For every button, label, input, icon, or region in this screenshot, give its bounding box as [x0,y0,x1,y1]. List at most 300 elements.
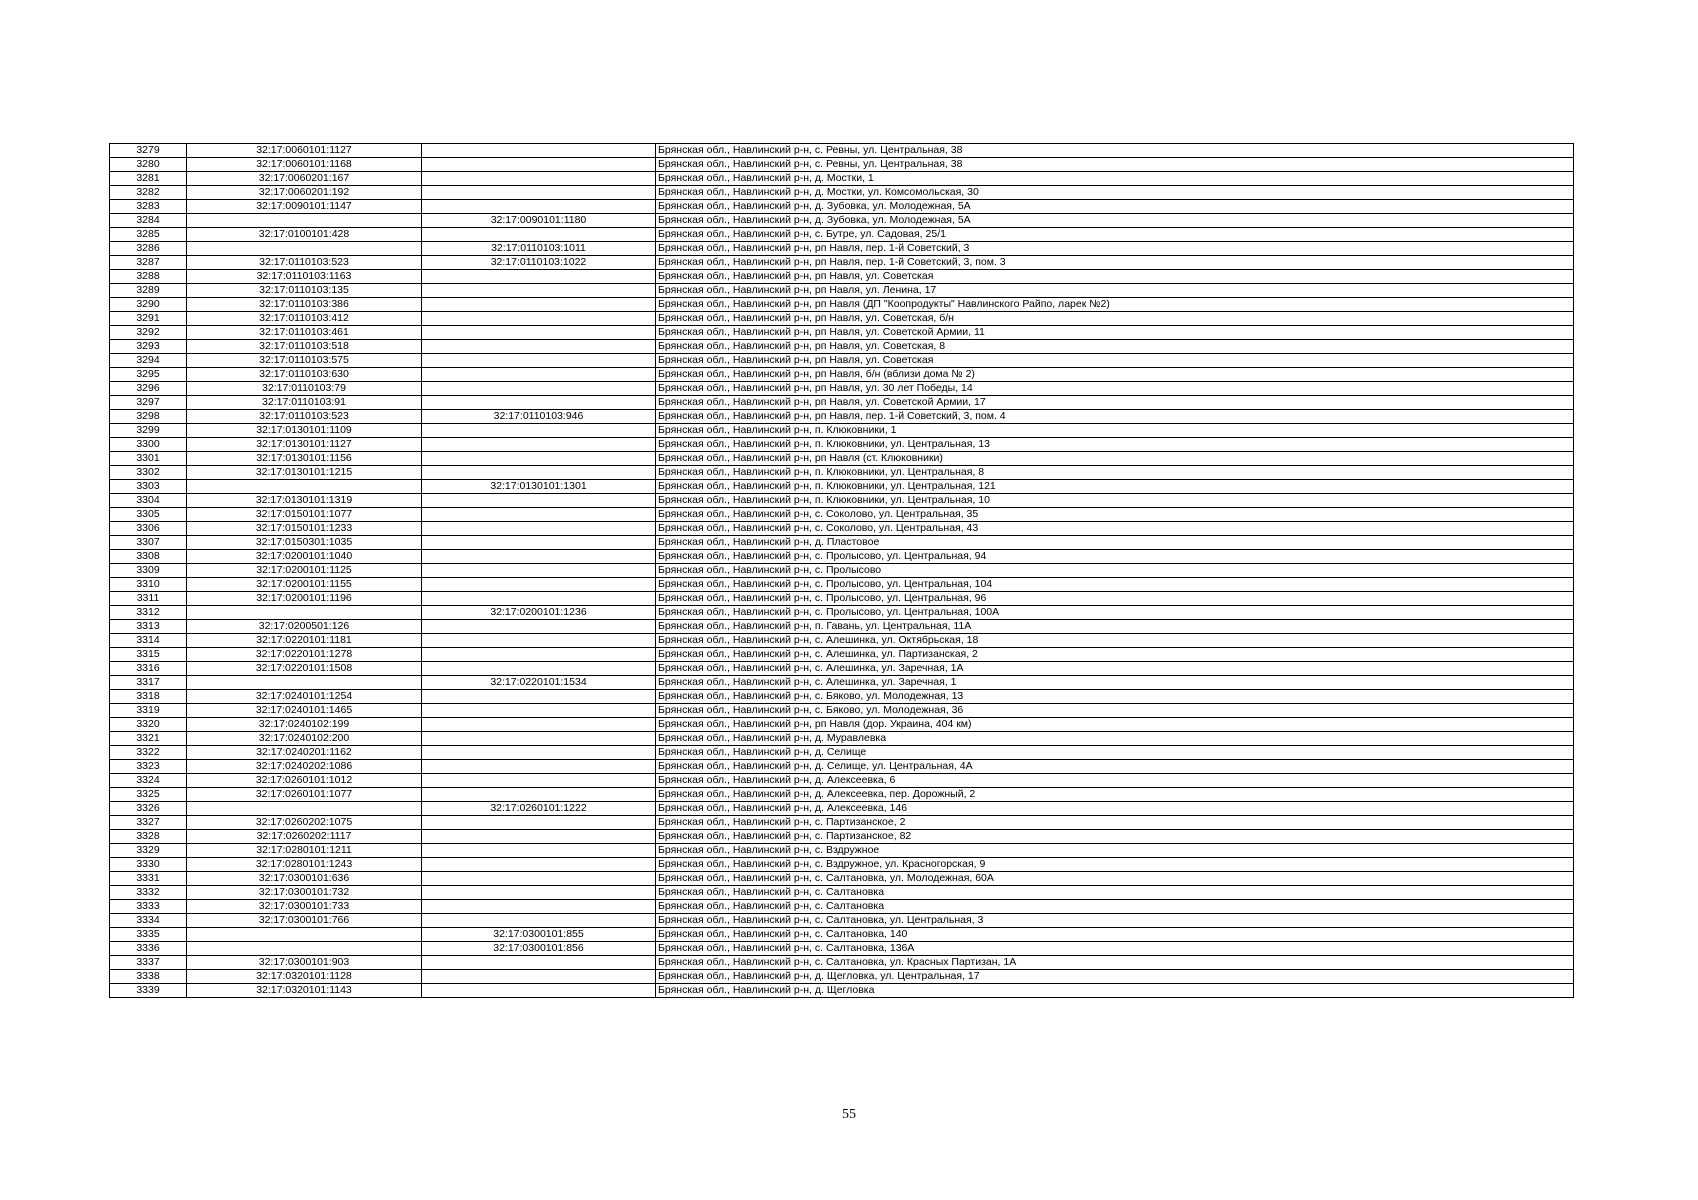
address-cell: Брянская обл., Навлинский р-н, рп Навля, ул. Советская, б/н [656,312,1574,326]
table-row [110,172,1574,186]
related-cadastral-number-cell: 32:17:0110103:946 [422,410,656,424]
row-number-cell: 3309 [110,564,187,578]
row-number-cell: 3319 [110,704,187,718]
cadastral-number-cell [187,676,422,690]
address-cell: Брянская обл., Навлинский р-н, д. Муравлевка [656,732,1574,746]
cadastral-number-cell: 32:17:0110103:575 [187,354,422,368]
address-cell: Брянская обл., Навлинский р-н, с. Ревны, ул. Центральная, 38 [656,158,1574,172]
table-row [110,788,1574,802]
address-cell: Брянская обл., Навлинский р-н, рп Навля, ул. Советская [656,270,1574,284]
related-cadastral-number-cell [422,284,656,298]
cadastral-number-cell: 32:17:0130101:1109 [187,424,422,438]
related-cadastral-number-cell: 32:17:0220101:1534 [422,676,656,690]
table-row [110,606,1574,620]
cadastral-number-cell: 32:17:0110103:386 [187,298,422,312]
related-cadastral-number-cell [422,438,656,452]
cadastral-number-cell: 32:17:0300101:733 [187,900,422,914]
row-number-cell: 3288 [110,270,187,284]
address-cell: Брянская обл., Навлинский р-н, с. Пролысово, ул. Центральная, 100А [656,606,1574,620]
cadastral-number-cell [187,942,422,956]
table-row [110,564,1574,578]
table-row [110,214,1574,228]
table-row [110,382,1574,396]
cadastral-number-cell: 32:17:0130101:1319 [187,494,422,508]
cadastral-number-cell: 32:17:0060201:167 [187,172,422,186]
row-number-cell: 3298 [110,410,187,424]
cadastral-number-cell: 32:17:0110103:518 [187,340,422,354]
address-cell: Брянская обл., Навлинский р-н, д. Мостки, ул. Комсомольская, 30 [656,186,1574,200]
related-cadastral-number-cell [422,312,656,326]
address-cell: Брянская обл., Навлинский р-н, с. Соколово, ул. Центральная, 35 [656,508,1574,522]
related-cadastral-number-cell [422,354,656,368]
row-number-cell: 3335 [110,928,187,942]
cadastral-number-cell: 32:17:0060201:192 [187,186,422,200]
address-cell: Брянская обл., Навлинский р-н, д. Щегловка [656,984,1574,998]
related-cadastral-number-cell: 32:17:0130101:1301 [422,480,656,494]
cadastral-number-cell: 32:17:0200101:1125 [187,564,422,578]
table-row [110,368,1574,382]
related-cadastral-number-cell [422,228,656,242]
address-cell: Брянская обл., Навлинский р-н, с. Алешинка, ул. Заречная, 1 [656,676,1574,690]
cadastral-number-cell: 32:17:0110103:461 [187,326,422,340]
related-cadastral-number-cell: 32:17:0200101:1236 [422,606,656,620]
address-cell: Брянская обл., Навлинский р-н, рп Навля, пер. 1-й Советский, 3, пом. 4 [656,410,1574,424]
table-row [110,592,1574,606]
related-cadastral-number-cell [422,704,656,718]
table-row [110,550,1574,564]
registry-body [110,144,1574,998]
address-cell: Брянская обл., Навлинский р-н, рп Навля, б/н (вблизи дома № 2) [656,368,1574,382]
address-cell: Брянская обл., Навлинский р-н, рп Навля, ул. Советская [656,354,1574,368]
address-cell: Брянская обл., Навлинский р-н, с. Салтановка, ул. Молодежная, 60А [656,872,1574,886]
row-number-cell: 3325 [110,788,187,802]
cadastral-number-cell: 32:17:0060101:1127 [187,144,422,158]
table-row [110,158,1574,172]
address-cell: Брянская обл., Навлинский р-н, с. Бяково, ул. Молодежная, 36 [656,704,1574,718]
table-row [110,970,1574,984]
property-registry-table [109,143,1574,998]
table-row [110,942,1574,956]
row-number-cell: 3332 [110,886,187,900]
table-row [110,480,1574,494]
related-cadastral-number-cell [422,186,656,200]
cadastral-number-cell: 32:17:0130101:1127 [187,438,422,452]
related-cadastral-number-cell: 32:17:0110103:1022 [422,256,656,270]
cadastral-number-cell: 32:17:0200101:1155 [187,578,422,592]
related-cadastral-number-cell [422,508,656,522]
address-cell: Брянская обл., Навлинский р-н, с. Партизанское, 82 [656,830,1574,844]
cadastral-number-cell: 32:17:0130101:1156 [187,452,422,466]
table-row [110,984,1574,998]
related-cadastral-number-cell [422,858,656,872]
row-number-cell: 3324 [110,774,187,788]
table-row [110,354,1574,368]
address-cell: Брянская обл., Навлинский р-н, с. Салтановка, ул. Красных Партизан, 1А [656,956,1574,970]
row-number-cell: 3295 [110,368,187,382]
cadastral-number-cell: 32:17:0220101:1508 [187,662,422,676]
row-number-cell: 3286 [110,242,187,256]
row-number-cell: 3285 [110,228,187,242]
related-cadastral-number-cell [422,718,656,732]
address-cell: Брянская обл., Навлинский р-н, п. Клюковники, ул. Центральная, 121 [656,480,1574,494]
address-cell: Брянская обл., Навлинский р-н, с. Салтановка, 140 [656,928,1574,942]
row-number-cell: 3305 [110,508,187,522]
row-number-cell: 3330 [110,858,187,872]
page-number: 55 [842,1107,856,1122]
cadastral-number-cell: 32:17:0200101:1196 [187,592,422,606]
address-cell: Брянская обл., Навлинский р-н, с. Салтановка, ул. Центральная, 3 [656,914,1574,928]
table-row [110,648,1574,662]
table-row [110,186,1574,200]
cadastral-number-cell [187,802,422,816]
cadastral-number-cell: 32:17:0110103:630 [187,368,422,382]
related-cadastral-number-cell [422,662,656,676]
related-cadastral-number-cell [422,746,656,760]
row-number-cell: 3328 [110,830,187,844]
table-row [110,662,1574,676]
table-row [110,802,1574,816]
row-number-cell: 3281 [110,172,187,186]
address-cell: Брянская обл., Навлинский р-н, с. Алешинка, ул. Октябрьская, 18 [656,634,1574,648]
row-number-cell: 3331 [110,872,187,886]
table-row [110,886,1574,900]
related-cadastral-number-cell [422,158,656,172]
cadastral-number-cell: 32:17:0110103:523 [187,256,422,270]
related-cadastral-number-cell: 32:17:0300101:855 [422,928,656,942]
related-cadastral-number-cell [422,592,656,606]
table-row [110,228,1574,242]
cadastral-number-cell: 32:17:0110103:79 [187,382,422,396]
related-cadastral-number-cell [422,690,656,704]
table-row [110,284,1574,298]
related-cadastral-number-cell [422,830,656,844]
row-number-cell: 3311 [110,592,187,606]
address-cell: Брянская обл., Навлинский р-н, рп Навля, ул. Советской Армии, 11 [656,326,1574,340]
address-cell: Брянская обл., Навлинский р-н, рп Навля, пер. 1-й Советский, 3 [656,242,1574,256]
cadastral-number-cell: 32:17:0090101:1147 [187,200,422,214]
row-number-cell: 3297 [110,396,187,410]
table-row [110,396,1574,410]
cadastral-number-cell: 32:17:0260101:1077 [187,788,422,802]
cadastral-number-cell: 32:17:0100101:428 [187,228,422,242]
table-row [110,326,1574,340]
address-cell: Брянская обл., Навлинский р-н, д. Щегловка, ул. Центральная, 17 [656,970,1574,984]
table-row [110,774,1574,788]
row-number-cell: 3296 [110,382,187,396]
table-row [110,872,1574,886]
row-number-cell: 3326 [110,802,187,816]
related-cadastral-number-cell [422,172,656,186]
related-cadastral-number-cell [422,522,656,536]
row-number-cell: 3334 [110,914,187,928]
row-number-cell: 3338 [110,970,187,984]
cadastral-number-cell: 32:17:0260202:1075 [187,816,422,830]
row-number-cell: 3280 [110,158,187,172]
related-cadastral-number-cell [422,298,656,312]
cadastral-number-cell: 32:17:0300101:766 [187,914,422,928]
table-row [110,200,1574,214]
address-cell: Брянская обл., Навлинский р-н, с. Салтановка [656,900,1574,914]
related-cadastral-number-cell [422,550,656,564]
table-row [110,494,1574,508]
table-row [110,312,1574,326]
address-cell: Брянская обл., Навлинский р-н, п. Клюковники, ул. Центральная, 13 [656,438,1574,452]
related-cadastral-number-cell [422,326,656,340]
row-number-cell: 3314 [110,634,187,648]
cadastral-number-cell: 32:17:0060101:1168 [187,158,422,172]
row-number-cell: 3306 [110,522,187,536]
cadastral-number-cell: 32:17:0150301:1035 [187,536,422,550]
related-cadastral-number-cell: 32:17:0260101:1222 [422,802,656,816]
cadastral-number-cell: 32:17:0240201:1162 [187,746,422,760]
related-cadastral-number-cell [422,466,656,480]
table-row [110,760,1574,774]
address-cell: Брянская обл., Навлинский р-н, с. Пролысово, ул. Центральная, 94 [656,550,1574,564]
row-number-cell: 3322 [110,746,187,760]
related-cadastral-number-cell [422,536,656,550]
related-cadastral-number-cell [422,200,656,214]
related-cadastral-number-cell [422,788,656,802]
table-row [110,424,1574,438]
related-cadastral-number-cell [422,144,656,158]
row-number-cell: 3339 [110,984,187,998]
row-number-cell: 3304 [110,494,187,508]
cadastral-number-cell: 32:17:0280101:1211 [187,844,422,858]
related-cadastral-number-cell [422,368,656,382]
related-cadastral-number-cell [422,424,656,438]
table-row [110,270,1574,284]
address-cell: Брянская обл., Навлинский р-н, рп Навля, ул. Советская, 8 [656,340,1574,354]
address-cell: Брянская обл., Навлинский р-н, с. Салтановка, 136А [656,942,1574,956]
row-number-cell: 3316 [110,662,187,676]
row-number-cell: 3337 [110,956,187,970]
row-number-cell: 3290 [110,298,187,312]
row-number-cell: 3283 [110,200,187,214]
row-number-cell: 3299 [110,424,187,438]
cadastral-number-cell: 32:17:0240202:1086 [187,760,422,774]
cadastral-number-cell: 32:17:0240101:1465 [187,704,422,718]
row-number-cell: 3300 [110,438,187,452]
address-cell: Брянская обл., Навлинский р-н, рп Навля, ул. 30 лет Победы, 14 [656,382,1574,396]
row-number-cell: 3279 [110,144,187,158]
table-row [110,844,1574,858]
table-row [110,830,1574,844]
table-row [110,410,1574,424]
table-row [110,620,1574,634]
address-cell: Брянская обл., Навлинский р-н, п. Клюковники, 1 [656,424,1574,438]
row-number-cell: 3292 [110,326,187,340]
related-cadastral-number-cell [422,564,656,578]
cadastral-number-cell: 32:17:0300101:636 [187,872,422,886]
address-cell: Брянская обл., Навлинский р-н, п. Клюковники, ул. Центральная, 8 [656,466,1574,480]
address-cell: Брянская обл., Навлинский р-н, с. Бутре, ул. Садовая, 25/1 [656,228,1574,242]
cadastral-number-cell: 32:17:0200101:1040 [187,550,422,564]
row-number-cell: 3333 [110,900,187,914]
related-cadastral-number-cell [422,760,656,774]
row-number-cell: 3293 [110,340,187,354]
cadastral-number-cell: 32:17:0300101:732 [187,886,422,900]
cadastral-number-cell: 32:17:0220101:1278 [187,648,422,662]
address-cell: Брянская обл., Навлинский р-н, рп Навля (дор. Украина, 404 км) [656,718,1574,732]
table-row [110,256,1574,270]
related-cadastral-number-cell [422,886,656,900]
row-number-cell: 3307 [110,536,187,550]
related-cadastral-number-cell [422,816,656,830]
table-row [110,704,1574,718]
related-cadastral-number-cell [422,270,656,284]
cadastral-number-cell [187,214,422,228]
related-cadastral-number-cell: 32:17:0110103:1011 [422,242,656,256]
cadastral-number-cell: 32:17:0110103:91 [187,396,422,410]
row-number-cell: 3294 [110,354,187,368]
table-row [110,900,1574,914]
table-row [110,746,1574,760]
address-cell: Брянская обл., Навлинский р-н, с. Пролысово, ул. Центральная, 104 [656,578,1574,592]
address-cell: Брянская обл., Навлинский р-н, с. Вздружное [656,844,1574,858]
related-cadastral-number-cell [422,452,656,466]
table-row [110,578,1574,592]
related-cadastral-number-cell [422,732,656,746]
table-row [110,466,1574,480]
row-number-cell: 3291 [110,312,187,326]
related-cadastral-number-cell [422,774,656,788]
address-cell: Брянская обл., Навлинский р-н, с. Алешинка, ул. Заречная, 1А [656,662,1574,676]
table-row [110,816,1574,830]
related-cadastral-number-cell [422,634,656,648]
address-cell: Брянская обл., Навлинский р-н, с. Ревны, ул. Центральная, 38 [656,144,1574,158]
address-cell: Брянская обл., Навлинский р-н, д. Алексеевка, пер. Дорожный, 2 [656,788,1574,802]
related-cadastral-number-cell [422,956,656,970]
row-number-cell: 3329 [110,844,187,858]
address-cell: Брянская обл., Навлинский р-н, с. Бяково, ул. Молодежная, 13 [656,690,1574,704]
cadastral-number-cell: 32:17:0260101:1012 [187,774,422,788]
address-cell: Брянская обл., Навлинский р-н, д. Зубовка, ул. Молодежная, 5А [656,200,1574,214]
table-row [110,690,1574,704]
address-cell: Брянская обл., Навлинский р-н, п. Клюковники, ул. Центральная, 10 [656,494,1574,508]
related-cadastral-number-cell [422,970,656,984]
cadastral-number-cell [187,928,422,942]
related-cadastral-number-cell [422,620,656,634]
table-row [110,438,1574,452]
table-row [110,242,1574,256]
cadastral-number-cell: 32:17:0110103:135 [187,284,422,298]
related-cadastral-number-cell [422,914,656,928]
table-row [110,144,1574,158]
cadastral-number-cell [187,242,422,256]
row-number-cell: 3313 [110,620,187,634]
related-cadastral-number-cell [422,900,656,914]
row-number-cell: 3327 [110,816,187,830]
row-number-cell: 3301 [110,452,187,466]
cadastral-number-cell: 32:17:0130101:1215 [187,466,422,480]
table-row [110,508,1574,522]
address-cell: Брянская обл., Навлинский р-н, д. Зубовка, ул. Молодежная, 5А [656,214,1574,228]
row-number-cell: 3318 [110,690,187,704]
table-row [110,732,1574,746]
row-number-cell: 3315 [110,648,187,662]
address-cell: Брянская обл., Навлинский р-н, д. Алексеевка, 146 [656,802,1574,816]
address-cell: Брянская обл., Навлинский р-н, рп Навля, пер. 1-й Советский, 3, пом. 3 [656,256,1574,270]
cadastral-number-cell: 32:17:0240102:200 [187,732,422,746]
address-cell: Брянская обл., Навлинский р-н, д. Мостки, 1 [656,172,1574,186]
table-row [110,536,1574,550]
address-cell: Брянская обл., Навлинский р-н, с. Пролысово [656,564,1574,578]
related-cadastral-number-cell: 32:17:0090101:1180 [422,214,656,228]
row-number-cell: 3317 [110,676,187,690]
cadastral-number-cell: 32:17:0260202:1117 [187,830,422,844]
table-row [110,914,1574,928]
cadastral-number-cell: 32:17:0300101:903 [187,956,422,970]
table-row [110,928,1574,942]
cadastral-number-cell: 32:17:0110103:523 [187,410,422,424]
table-row [110,340,1574,354]
address-cell: Брянская обл., Навлинский р-н, д. Селище [656,746,1574,760]
row-number-cell: 3302 [110,466,187,480]
cadastral-number-cell: 32:17:0280101:1243 [187,858,422,872]
table-row [110,676,1574,690]
row-number-cell: 3312 [110,606,187,620]
related-cadastral-number-cell [422,494,656,508]
cadastral-number-cell: 32:17:0110103:1163 [187,270,422,284]
related-cadastral-number-cell [422,648,656,662]
row-number-cell: 3308 [110,550,187,564]
cadastral-number-cell: 32:17:0320101:1143 [187,984,422,998]
related-cadastral-number-cell [422,984,656,998]
row-number-cell: 3282 [110,186,187,200]
row-number-cell: 3287 [110,256,187,270]
related-cadastral-number-cell [422,578,656,592]
address-cell: Брянская обл., Навлинский р-н, с. Салтановка [656,886,1574,900]
address-cell: Брянская обл., Навлинский р-н, рп Навля, ул. Ленина, 17 [656,284,1574,298]
address-cell: Брянская обл., Навлинский р-н, рп Навля (ст. Клюковники) [656,452,1574,466]
address-cell: Брянская обл., Навлинский р-н, с. Вздружное, ул. Красногорская, 9 [656,858,1574,872]
table-row [110,956,1574,970]
address-cell: Брянская обл., Навлинский р-н, с. Партизанское, 2 [656,816,1574,830]
table-row [110,858,1574,872]
address-cell: Брянская обл., Навлинский р-н, с. Алешинка, ул. Партизанская, 2 [656,648,1574,662]
table-row [110,298,1574,312]
row-number-cell: 3284 [110,214,187,228]
related-cadastral-number-cell [422,396,656,410]
cadastral-number-cell: 32:17:0110103:412 [187,312,422,326]
related-cadastral-number-cell [422,872,656,886]
table-row [110,522,1574,536]
related-cadastral-number-cell [422,340,656,354]
address-cell: Брянская обл., Навлинский р-н, с. Соколово, ул. Центральная, 43 [656,522,1574,536]
related-cadastral-number-cell: 32:17:0300101:856 [422,942,656,956]
address-cell: Брянская обл., Навлинский р-н, рп Навля, ул. Советской Армии, 17 [656,396,1574,410]
cadastral-number-cell [187,606,422,620]
cadastral-number-cell: 32:17:0150101:1077 [187,508,422,522]
cadastral-number-cell: 32:17:0200501:126 [187,620,422,634]
row-number-cell: 3323 [110,760,187,774]
address-cell: Брянская обл., Навлинский р-н, д. Алексеевка, 6 [656,774,1574,788]
row-number-cell: 3321 [110,732,187,746]
address-cell: Брянская обл., Навлинский р-н, п. Гавань, ул. Центральная, 11А [656,620,1574,634]
cadastral-number-cell: 32:17:0240102:199 [187,718,422,732]
address-cell: Брянская обл., Навлинский р-н, д. Селище, ул. Центральная, 4А [656,760,1574,774]
row-number-cell: 3336 [110,942,187,956]
related-cadastral-number-cell [422,844,656,858]
row-number-cell: 3303 [110,480,187,494]
related-cadastral-number-cell [422,382,656,396]
cadastral-number-cell: 32:17:0320101:1128 [187,970,422,984]
row-number-cell: 3320 [110,718,187,732]
cadastral-number-cell: 32:17:0220101:1181 [187,634,422,648]
cadastral-number-cell [187,480,422,494]
table-row [110,452,1574,466]
cadastral-number-cell: 32:17:0240101:1254 [187,690,422,704]
